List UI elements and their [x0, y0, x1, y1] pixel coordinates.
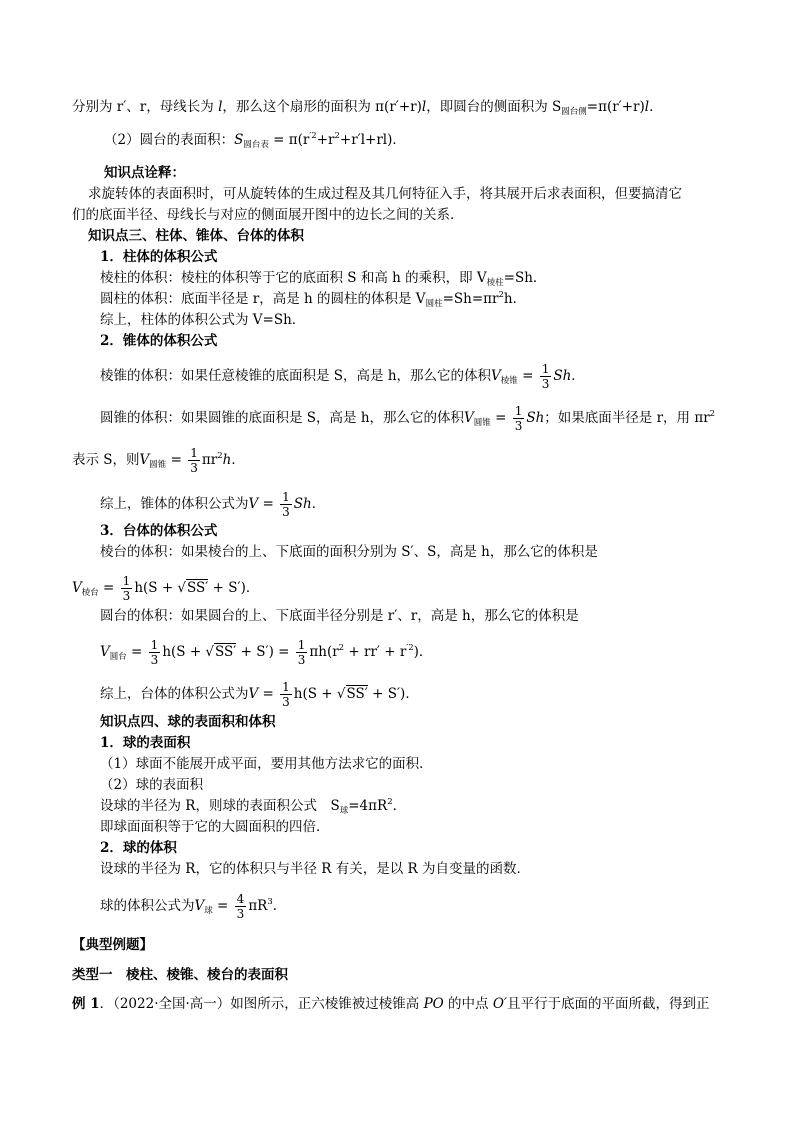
text-run: 【典型例题】 [72, 937, 153, 953]
text-line-l07 [100, 247, 217, 267]
text-run: 圆台表 [243, 140, 269, 150]
text-run: 分别为 r′、r，母线长为 [72, 99, 219, 115]
text-run: πr [201, 452, 218, 468]
text-run: + S′)． [208, 580, 260, 596]
fraction-denominator: 3 [122, 589, 131, 603]
text-run: V [491, 368, 501, 384]
fraction-denominator: 3 [236, 907, 245, 921]
text-run: 2．锥体的体积公式 [100, 333, 218, 349]
text-run: ． [311, 496, 326, 512]
text-line-l06 [88, 226, 304, 246]
text-run: PO [423, 996, 444, 1012]
text-run: πR [248, 898, 268, 914]
text-run: V [194, 898, 205, 914]
fraction-numerator: 1 [514, 404, 523, 418]
text-run: = [258, 686, 279, 702]
fraction [280, 680, 292, 709]
text-run: 棱台 [81, 588, 99, 598]
text-run: ；如果底面半径是 r，用 πr [544, 410, 710, 426]
text-run: = [258, 496, 279, 512]
text-run: h(S + [134, 580, 178, 596]
text-line-l05 [72, 205, 464, 225]
fraction-denominator: 3 [150, 653, 159, 667]
text-line-l26 [100, 796, 406, 818]
fraction-denominator: 3 [190, 461, 198, 475]
text-run: = [490, 410, 511, 426]
text-run: + S′)． [367, 686, 419, 702]
text-run: 棱台的体积：如果棱台的上、下底面的面积分别为 S′、S，高是 h，那么它的体积是 [100, 544, 598, 560]
text-run: =4πR [348, 798, 388, 814]
text-line-l23 [100, 733, 190, 753]
text-line-l22 [100, 712, 276, 732]
text-run: 球 [204, 906, 213, 916]
text-run: ． [392, 798, 407, 814]
text-run: 圆锥 [473, 418, 491, 428]
text-run: 3 [267, 897, 273, 907]
text-run: 综上，柱体的体积公式为 V=Sh． [100, 312, 306, 328]
text-run: ，即圆台的侧面积为 S [426, 99, 562, 115]
text-line-l14 [72, 446, 245, 475]
text-run: 圆柱的体积：底面半径是 r，高是 h 的圆柱的体积是 V [100, 291, 426, 307]
text-line-l21 [100, 680, 419, 709]
text-run: 综上，台体的体积公式为 [100, 686, 249, 702]
text-line-l08 [100, 268, 546, 290]
text-run: 3．台体的体积公式 [100, 523, 218, 539]
text-line-l20 [100, 638, 432, 667]
text-run: 圆台侧 [561, 107, 587, 117]
text-run: 棱柱的体积：棱柱的体积等于它的底面积 S 和高 h 的乘积，即 V [100, 270, 487, 286]
text-run: +r′l+rl)． [339, 132, 406, 148]
text-run: 棱锥 [500, 376, 518, 386]
text-line-l25 [100, 775, 203, 795]
fraction-numerator: 1 [282, 490, 290, 504]
fraction-numerator: 4 [236, 892, 245, 906]
text-line-l33 [72, 994, 709, 1014]
text-run: 例 1 [72, 996, 100, 1012]
text-line-l17 [100, 542, 598, 562]
text-run: SS′ [187, 580, 209, 596]
text-run: ′2 [406, 643, 414, 653]
fraction [513, 404, 525, 433]
text-run: 们的底面半径、母线长与对应的侧面展开图中的边长之间的关系． [72, 207, 464, 223]
fraction [121, 574, 133, 603]
text-line-l27 [100, 817, 330, 837]
text-line-l28 [100, 838, 177, 858]
text-run: 2 [387, 797, 393, 807]
text-run: 2 [498, 290, 504, 300]
text-line-l19 [100, 606, 579, 626]
text-line-l32 [72, 965, 288, 985]
text-run: 表示 S，则 [72, 452, 140, 468]
text-run: V [248, 686, 259, 702]
fraction [188, 446, 200, 475]
fraction-numerator: 1 [122, 574, 131, 588]
text-run: 知识点诠释： [104, 165, 185, 181]
text-run: ． [272, 898, 287, 914]
text-run: l [644, 99, 650, 115]
text-run: ． [649, 99, 663, 115]
text-run: h [222, 452, 232, 468]
fraction-numerator: 1 [190, 446, 198, 460]
text-run: 2．球的体积 [100, 840, 177, 856]
text-run: 球 [339, 806, 349, 816]
text-line-l15 [100, 490, 325, 519]
text-line-l24 [100, 754, 433, 774]
text-run: V [139, 452, 150, 468]
fraction-numerator: 1 [282, 680, 290, 694]
text-run: 设球的半径为 R，则球的表面积公式 S [100, 798, 340, 814]
text-run: V [464, 410, 474, 426]
text-run: 综上，锥体的体积公式为 [100, 496, 249, 512]
fraction [280, 490, 292, 519]
fraction-denominator: 3 [541, 377, 550, 391]
text-line-l01 [72, 97, 663, 119]
text-run: √ [336, 686, 346, 702]
text-run: S [234, 132, 244, 148]
text-run: + rr′ + r [344, 644, 407, 660]
text-run: （2）圆台的表面积： [104, 132, 235, 148]
fraction [235, 892, 247, 921]
text-run: V [248, 496, 259, 512]
text-run: 2 [334, 131, 340, 141]
text-run: Sh [553, 368, 572, 384]
text-line-l11 [100, 331, 217, 351]
text-run: O′ [492, 996, 507, 1012]
text-run: = [98, 580, 119, 596]
text-run: =π(r′+r) [586, 99, 645, 115]
text-run: h． [503, 291, 527, 307]
fraction-numerator: 1 [297, 638, 306, 652]
text-run: = [212, 898, 233, 914]
text-run: 且平行于底面的平面所截，得到正 [506, 996, 710, 1012]
text-line-l31 [72, 935, 153, 955]
text-run: )． [413, 644, 433, 660]
text-run: h(S + [162, 644, 206, 660]
text-run: 圆台的体积：如果圆台的上、下底面半径分别是 r′、r，高是 h，那么它的体积是 [100, 608, 579, 624]
fraction-denominator: 3 [514, 419, 523, 433]
text-line-l12 [100, 362, 585, 391]
text-line-l13 [100, 404, 715, 433]
text-run: πh(r [309, 644, 339, 660]
text-run: SS′ [215, 644, 237, 660]
text-run: 棱锥的体积：如果任意棱锥的底面积是 S，高是 h，那么它的体积 [100, 368, 492, 384]
text-run: 圆锥的体积：如果圆锥的底面积是 S，高是 h，那么它的体积 [100, 410, 465, 426]
text-run: ，那么这个扇形的面积为 π(r′+r) [222, 99, 422, 115]
text-run: √ [205, 644, 215, 660]
text-run: = [166, 452, 187, 468]
text-run: + S′) = [236, 644, 294, 660]
text-run: Sh [526, 410, 545, 426]
text-run: 的中点 [443, 996, 493, 1012]
text-line-l02 [104, 130, 406, 152]
text-line-l29 [100, 859, 530, 879]
text-run: ． [231, 452, 245, 468]
text-run: （2）球的表面积 [100, 777, 204, 793]
text-line-l16 [100, 521, 217, 541]
text-run: 圆锥 [149, 460, 167, 470]
fraction [149, 638, 161, 667]
text-run: √ [177, 580, 187, 596]
text-run: Sh [293, 496, 312, 512]
text-run: l [218, 99, 223, 115]
text-run: 球的体积公式为 [100, 898, 195, 914]
text-run: =Sh． [503, 270, 547, 286]
fraction-numerator: 1 [150, 638, 159, 652]
text-run: +r [316, 132, 335, 148]
text-run: ′2 [309, 131, 317, 141]
text-run: 1．柱体的体积公式 [100, 249, 218, 265]
text-line-l09 [100, 289, 526, 311]
text-run: 即球面面积等于它的大圆面积的四倍． [100, 819, 330, 835]
text-run: = [517, 368, 538, 384]
text-run: h(S + [293, 686, 337, 702]
text-line-l30 [100, 892, 286, 921]
text-run: = [126, 644, 147, 660]
text-run: 设球的半径为 R，它的体积只与半径 R 有关，是以 R 为自变量的函数． [100, 861, 530, 877]
text-run: SS′ [346, 686, 368, 702]
text-line-l10 [100, 310, 305, 330]
text-run: 圆台 [109, 652, 127, 662]
fraction [296, 638, 308, 667]
text-run: 求旋转体的表面积时，可从旋转体的生成过程及其几何特征入手，将其展开后求表面积，但要搞清它 [88, 186, 682, 202]
fraction [540, 362, 552, 391]
text-run: l [421, 99, 427, 115]
text-run: ．（2022·全国·高一）如图所示，正六棱锥被过棱锥高 [99, 996, 424, 1012]
text-run: 2 [709, 409, 716, 419]
text-run: V [72, 580, 82, 596]
text-line-l04 [88, 184, 682, 204]
fraction-denominator: 3 [282, 505, 290, 519]
text-run: ． [571, 368, 585, 384]
text-run: （1）球面不能展开成平面，要用其他方法求它的面积． [100, 756, 433, 772]
text-run: = π(r [268, 132, 310, 148]
text-run: 圆柱 [425, 299, 443, 309]
text-run: 1．球的表面积 [100, 735, 191, 751]
text-run: 棱柱 [486, 278, 504, 288]
text-run: V [100, 644, 110, 660]
fraction-numerator: 1 [541, 362, 550, 376]
fraction-denominator: 3 [297, 653, 306, 667]
text-run: 类型一 棱柱、棱锥、棱台的表面积 [72, 967, 288, 983]
text-run: 知识点三、柱体、锥体、台体的体积 [88, 228, 304, 244]
text-line-l03 [104, 163, 185, 183]
text-run: 知识点四、球的表面积和体积 [100, 714, 276, 730]
text-line-l18 [72, 574, 259, 603]
text-run: 2 [217, 451, 223, 461]
fraction-denominator: 3 [282, 695, 290, 709]
text-run: 2 [338, 643, 345, 653]
text-run: =Sh=πr [442, 291, 499, 307]
